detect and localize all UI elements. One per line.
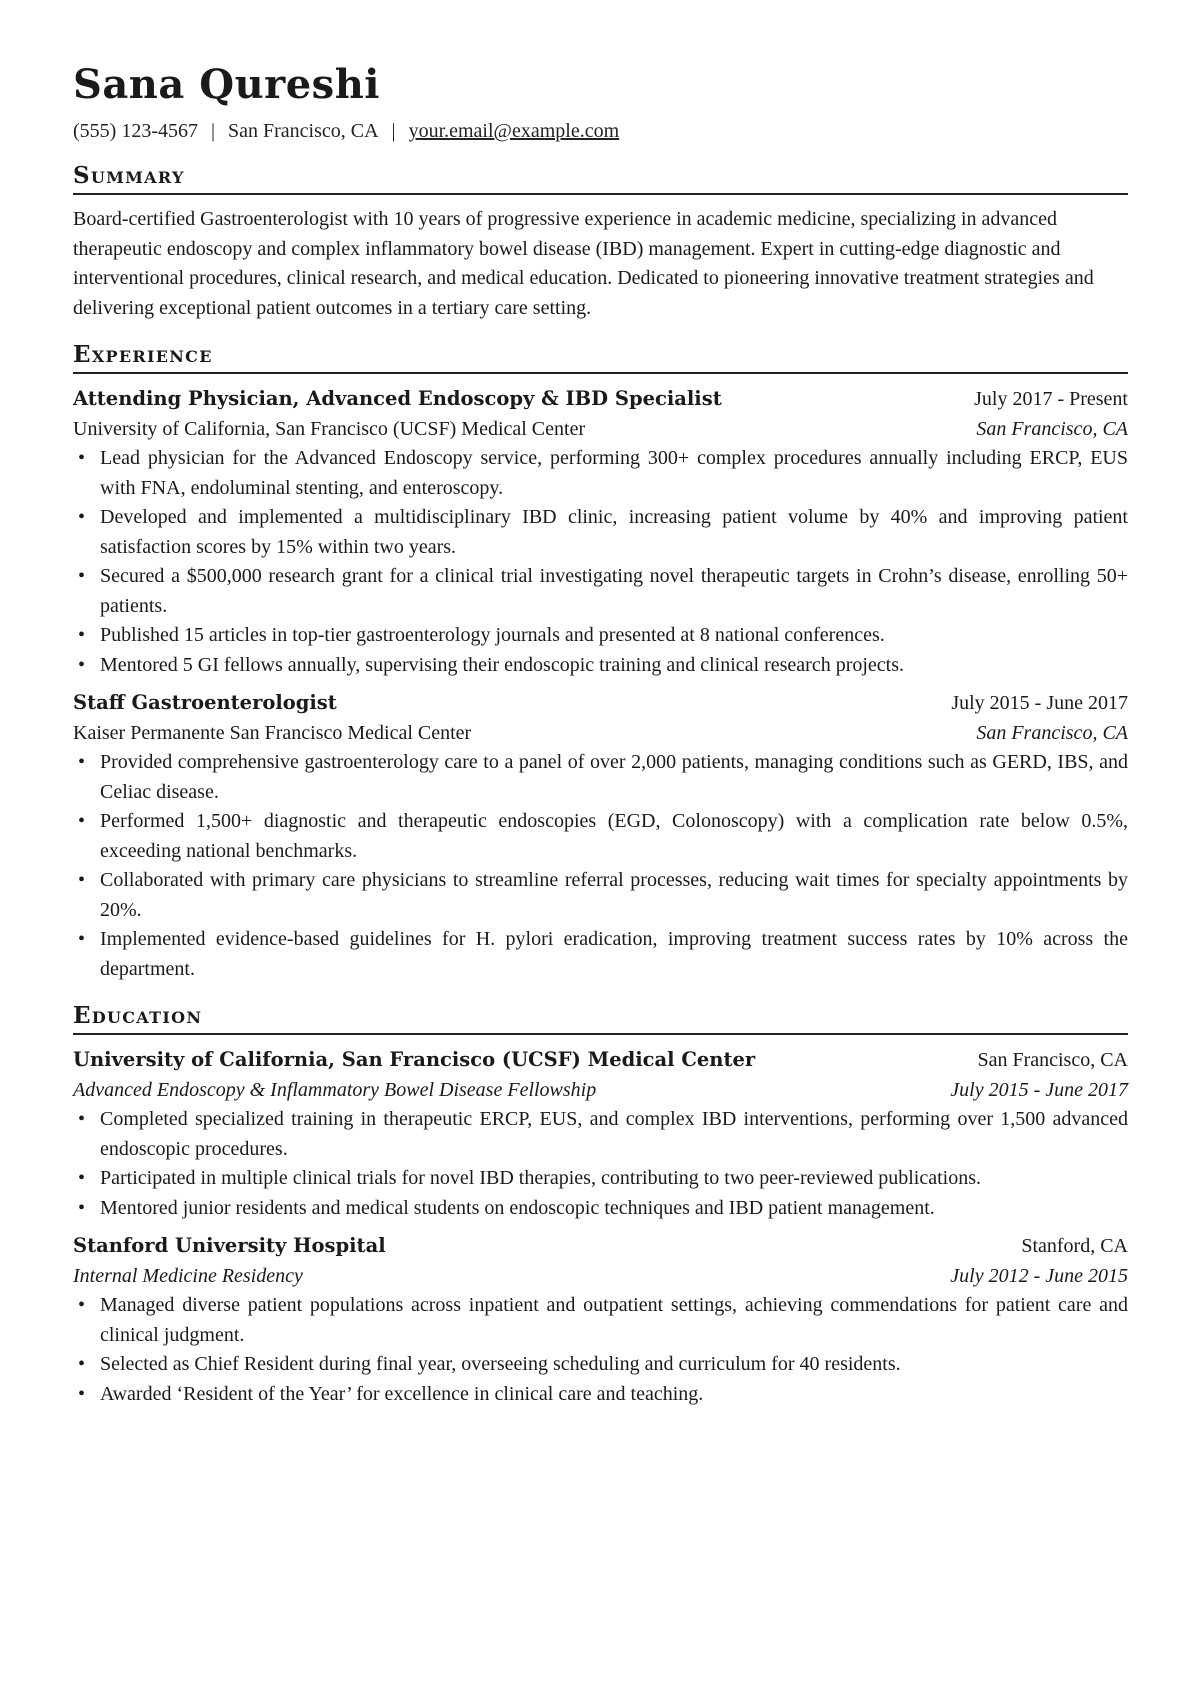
list-item: • Completed specialized training in therapeutic ERCP, EUS, and complex IBD interventions, performing over 1,500 advanced endoscopic procedures.	[78, 1108, 1128, 1160]
separator: |	[210, 120, 215, 142]
education-section	[73, 1002, 1128, 1409]
job-location: San Francisco, CA	[976, 721, 1128, 744]
list-item: • Mentored junior residents and medical students on endoscopic techniques and IBD patient management.	[78, 1196, 935, 1219]
job-bullets	[73, 748, 1128, 984]
list-item: • Participated in multiple clinical trials for novel IBD therapies, contributing to two peer-reviewed publications.	[78, 1167, 982, 1189]
separator: |	[391, 120, 396, 142]
program-name: Internal Medicine Residency	[73, 1264, 303, 1287]
institution-location: San Francisco, CA	[977, 1049, 1128, 1071]
list-item: • Provided comprehensive gastroenterology care to a panel of over 2,000 patients, managing conditions such as GERD, IBS, and Celiac disease.	[78, 751, 1128, 803]
institution-location: Stanford, CA	[1021, 1235, 1128, 1257]
list-item: • Selected as Chief Resident during final year, overseeing scheduling and curriculum for 40 residents.	[78, 1353, 901, 1375]
summary-section	[73, 162, 1128, 323]
list-item: • Published 15 articles in top-tier gastroenterology journals and presented at 8 national conferences.	[78, 624, 885, 646]
institution-name: University of California, San Francisco (UCSF) Medical Center	[73, 1048, 756, 1071]
job-dates: July 2015 - June 2017	[951, 692, 1128, 714]
list-item: • Collaborated with primary care physicians to streamline referral processes, reducing wait times for specialty appointments by 20%.	[78, 869, 1128, 921]
location: San Francisco, CA	[228, 120, 379, 142]
institution-name: Stanford University Hospital	[73, 1234, 386, 1257]
experience-entry	[73, 688, 1128, 984]
list-item: • Developed and implemented a multidisciplinary IBD clinic, increasing patient volume by 40% and improving patient satisfaction scores by 15% within two years.	[78, 506, 1128, 558]
contact-line	[73, 118, 1128, 144]
list-item: • Mentored 5 GI fellows annually, supervising their endoscopic training and clinical research projects.	[78, 653, 905, 676]
list-item: • Secured a $500,000 research grant for a clinical trial investigating novel therapeutic targets in Crohn’s disease, enrolling 50+ patients.	[78, 565, 1128, 617]
education-bullets	[73, 1291, 1128, 1409]
email-link[interactable]: your.email@example.com	[408, 120, 620, 142]
list-item: • Managed diverse patient populations across inpatient and outpatient settings, achieving commendations for patient care and clinical judgment.	[78, 1294, 1128, 1346]
education-bullets	[73, 1105, 1128, 1223]
list-item: • Performed 1,500+ diagnostic and therapeutic endoscopies (EGD, Colonoscopy) with a complication rate below 0.5%, exceeding national benchmarks.	[78, 810, 1128, 862]
education-entry	[73, 1045, 1128, 1223]
job-dates: July 2017 - Present	[974, 388, 1128, 410]
list-item: • Implemented evidence-based guidelines for H. pylori eradication, improving treatment success rates by 10% across the department.	[78, 928, 1128, 980]
phone: (555) 123-4567	[73, 120, 198, 142]
list-item: • Lead physician for the Advanced Endoscopy service, performing 300+ complex procedures annually including ERCP, EUS with FNA, endoluminal stenting, and enteroscopy.	[78, 447, 1128, 499]
section-title-summary: Summary	[73, 162, 1128, 195]
job-role: Staff Gastroenterologist	[73, 691, 337, 714]
program-name: Advanced Endoscopy & Inflammatory Bowel Disease Fellowship	[73, 1078, 597, 1101]
job-location: San Francisco, CA	[976, 417, 1128, 440]
program-dates: July 2012 - June 2015	[950, 1264, 1128, 1287]
job-role: Attending Physician, Advanced Endoscopy & IBD Specialist	[73, 387, 722, 410]
section-title-education: Education	[73, 1002, 1128, 1035]
summary-text: Board-certified Gastroenterologist with 10 years of progressive experience in academic medicine, specializing in advanced therapeutic endoscopy and complex inflammatory bowel disease (IBD) management. Expert in cutting-edge diagnostic and interventional procedures, clinical research, and medical education. Dedicated to pioneering innovative treatment strategies and delivering exceptional patient outcomes in a tertiary care setting.	[73, 208, 1094, 319]
job-organization: Kaiser Permanente San Francisco Medical Center	[73, 721, 472, 744]
program-dates: July 2015 - June 2017	[950, 1078, 1128, 1101]
job-bullets	[73, 444, 1128, 680]
job-organization: University of California, San Francisco (UCSF) Medical Center	[73, 417, 586, 440]
section-title-experience: Experience	[73, 341, 1128, 374]
experience-section	[73, 341, 1128, 984]
education-entry	[73, 1231, 1128, 1409]
candidate-name: Sana Qureshi	[73, 61, 380, 108]
list-item: • Awarded ‘Resident of the Year’ for excellence in clinical care and teaching.	[78, 1382, 704, 1405]
experience-entry	[73, 384, 1128, 680]
